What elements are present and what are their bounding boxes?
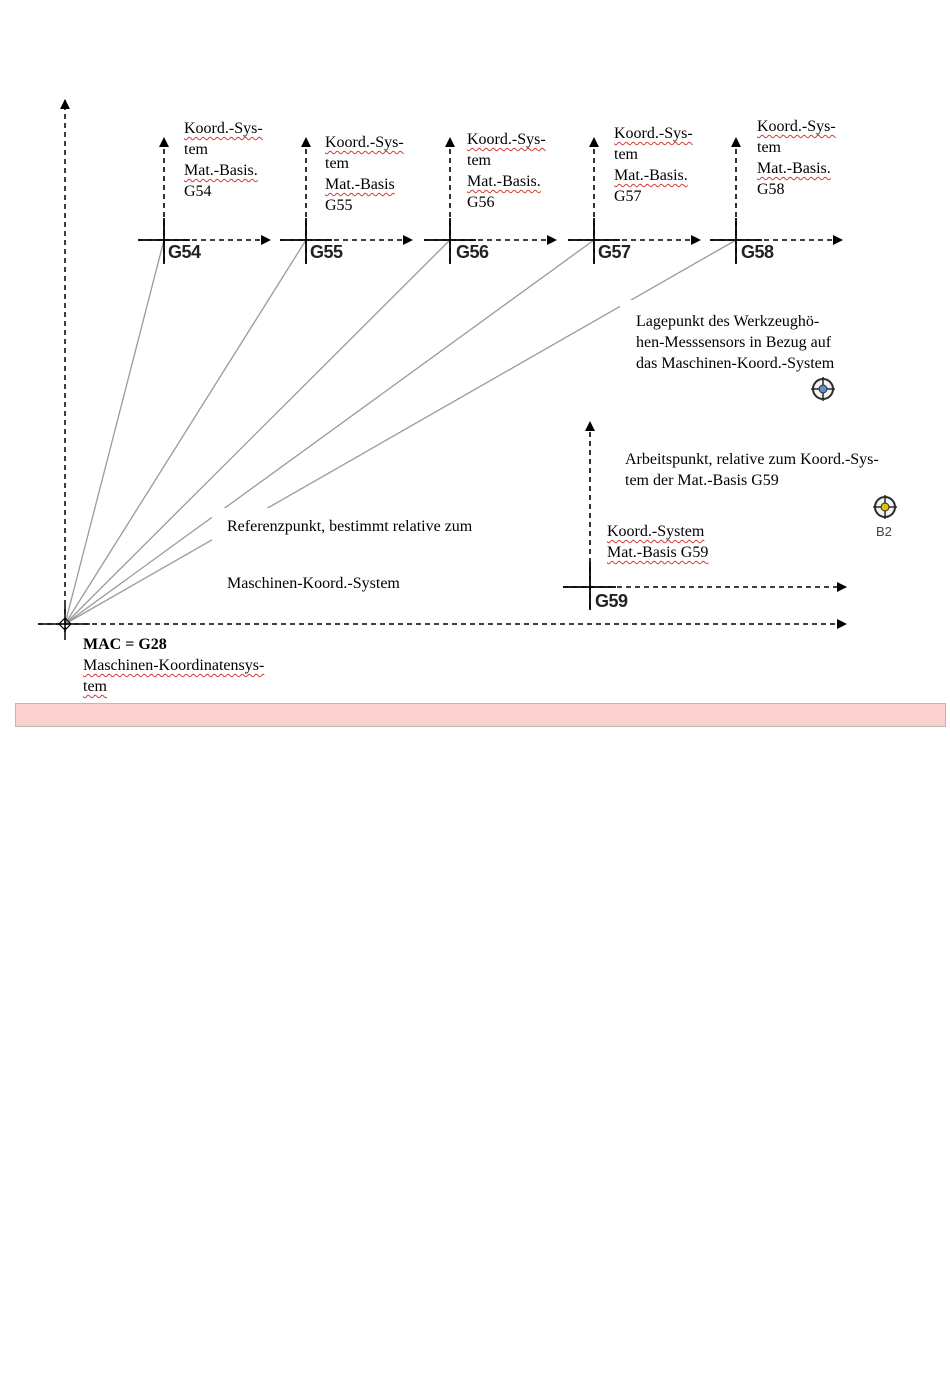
- caption-band: [15, 703, 946, 727]
- ray-g55: [65, 240, 306, 624]
- g57-axis-label: G57: [598, 242, 631, 262]
- g55-axis-label: G55: [310, 242, 343, 262]
- machine-system-label: MAC = G28 Maschinen-Koordinatensys- tem: [83, 636, 265, 695]
- g57-system-label: Koord.-Sys- tem Mat.-Basis. G57: [614, 125, 693, 205]
- g54-system-label: Koord.-Sys- tem Mat.-Basis. G54: [184, 120, 263, 200]
- reference-point-label-line2: Maschinen-Koord.-System: [227, 575, 400, 592]
- reference-rays: [65, 240, 736, 624]
- reference-point-label-line1: Referenzpunkt, bestimmt relative zum: [227, 518, 473, 535]
- ray-g54: [65, 240, 164, 624]
- ray-g58: [65, 240, 736, 624]
- g56-axis-label: G56: [456, 242, 489, 262]
- g58-system-label: Koord.-Sys- tem Mat.-Basis. G58: [757, 118, 836, 198]
- g58-axis-label: G58: [741, 242, 774, 262]
- ray-g56: [65, 240, 450, 624]
- work-point-label: Arbeitspunkt, relative zum Koord.-Sys- tem der Mat.-Basis G59: [625, 451, 879, 489]
- g56-system-label: Koord.-Sys- tem Mat.-Basis. G56: [467, 131, 546, 211]
- tool-sensor-icon: [811, 377, 835, 401]
- machine-system-title: MAC = G28: [83, 636, 167, 653]
- g54-axis-label: G54: [168, 242, 201, 262]
- tool-sensor-label: Lagepunkt des Werkzeughö- hen-Messsensors in Bezug auf das Maschinen-Koord.-System: [636, 313, 835, 372]
- g59-axis-label: G59: [595, 591, 628, 611]
- work-point-marker-label: B2: [876, 524, 892, 539]
- work-point-icon: [873, 495, 897, 519]
- g55-system-label: Koord.-Sys- tem Mat.-Basis G55: [325, 134, 404, 214]
- ray-g57: [65, 240, 594, 624]
- g59-system-label: Koord.-System Mat.-Basis G59: [607, 523, 709, 561]
